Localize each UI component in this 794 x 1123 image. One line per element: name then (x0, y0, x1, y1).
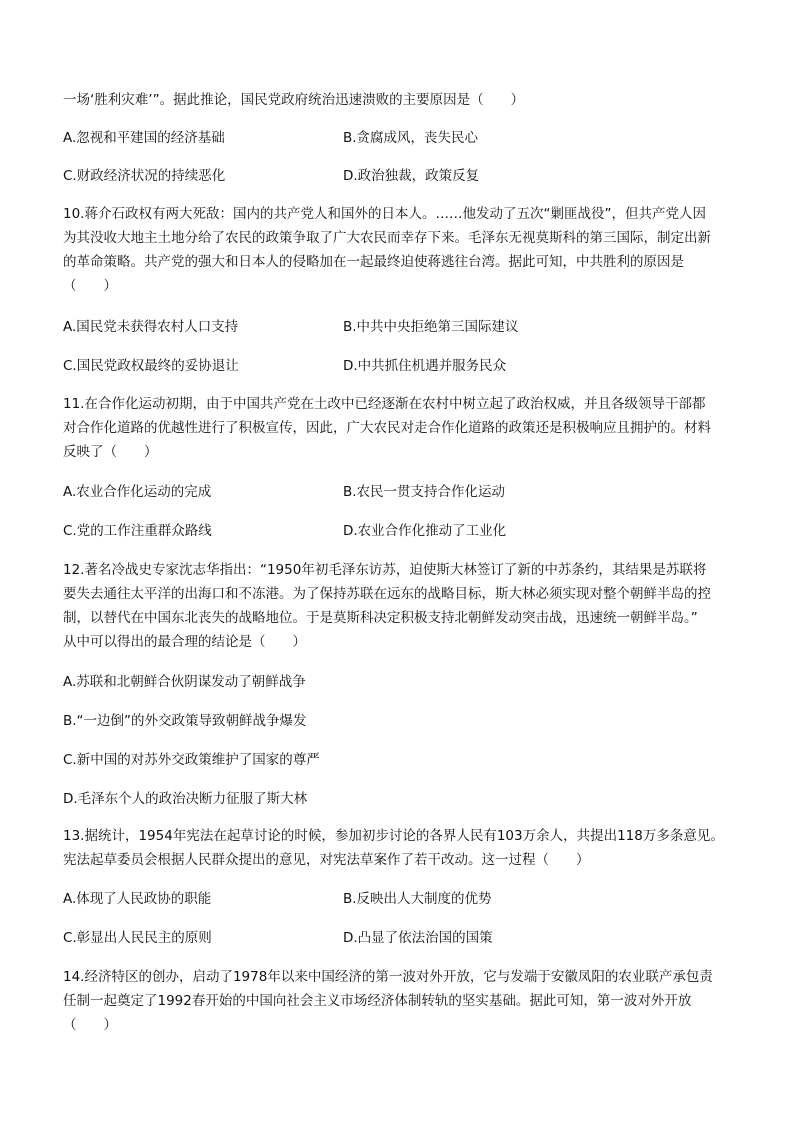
q14-stem-line: 任制一起奠定了1992春开始的中国向社会主义市场经济体制转轨的坚实基础。据此可知，第一波对外开放 (63, 993, 692, 1009)
q12-option-c: C.新中国的对苏外交政策维护了国家的尊严 (63, 752, 320, 768)
q13-option-d: D.凸显了依法治国的国策 (343, 930, 493, 946)
q10-option-c: C.国民党政权最终的妥协退让 (63, 358, 239, 374)
q12-option-a: A.苏联和北朝鲜合伙阴谋发动了朝鲜战争 (63, 674, 306, 690)
q13-stem-line: 13.据统计，1954年宪法在起草讨论的时候，参加初步讨论的各界人民有103万余人，共提出118万多条意见。 (63, 828, 724, 844)
q9-option-a: A.忽视和平建国的经济基础 (63, 130, 225, 146)
q10-stem-line: 10.蒋介石政权有两大死敌：国内的共产党人和国外的日本人。……他发动了五次“剿匪战役”，但共产党人因 (63, 206, 706, 222)
q12-stem-line: 12.著名冷战史专家沈志华指出：“1950年初毛泽东访苏，迫使斯大林签订了新的中苏条约，其结果是苏联将 (63, 562, 707, 578)
q13-option-a: A.体现了人民政协的职能 (63, 891, 212, 907)
q9-stem-line: 一场‘胜利灾难’”。据此推论，国民党政府统治迅速溃败的主要原因是（ ） (63, 92, 525, 108)
q12-stem-line: 从中可以得出的最合理的结论是（ ） (63, 634, 306, 650)
q12-option-d: D.毛泽东个人的政治决断力征服了斯大林 (63, 791, 308, 807)
q13-stem-line: 宪法起草委员会根据人民群众提出的意见，对宪法草案作了若干改动。这一过程（ ） (63, 852, 590, 868)
q11-option-b: B.农民一贯支持合作化运动 (343, 484, 506, 500)
q9-option-b: B.贪腐成风，丧失民心 (343, 130, 479, 146)
q9-option-d: D.政治独裁，政策反复 (343, 168, 480, 184)
q10-stem-line: 为其没收大地主土地分给了农民的政策争取了广大农民而幸存下来。毛泽东无视莫斯科的第三国际，制定出新 (63, 230, 711, 246)
q12-stem-line: 制，以替代在中国东北丧失的战略地位。于是莫斯科决定积极支持北朝鲜发动突击战，迅速统一朝鲜半岛。” (63, 610, 698, 626)
q10-stem-line: 的革命策略。共产党的强大和日本人的侵略加在一起最终迫使蒋逃往台湾。据此可知，中共胜利的原因是 (63, 254, 684, 270)
q10-option-d: D.中共抓住机遇并服务民众 (343, 358, 507, 374)
q9-option-c: C.财政经济状况的持续恶化 (63, 168, 226, 184)
q10-stem-line: （ ） (63, 278, 117, 294)
q11-option-d: D.农业合作化推动了工业化 (343, 523, 507, 539)
q13-option-c: C.彰显出人民民主的原则 (63, 930, 212, 946)
q11-stem-line: 11.在合作化运动初期，由于中国共产党在土改中已经逐渐在农村中树立起了政治权威，并且各级领导干部都 (63, 396, 706, 412)
q11-option-c: C.党的工作注重群众路线 (63, 523, 212, 539)
q10-option-a: A.国民党未获得农村人口支持 (63, 319, 239, 335)
q14-stem-line: 14.经济特区的创办，启动了1978年以来中国经济的第一波对外开放，它与发端于安徽凤阳的农业联产承包责 (63, 969, 713, 985)
q11-stem-line: 反映了（ ） (63, 444, 158, 460)
q13-option-b: B.反映出人大制度的优势 (343, 891, 492, 907)
q11-stem-line: 对合作化道路的优越性进行了积极宣传，因此，广大农民对走合作化道路的政策还是积极响应且拥护的。材料 (63, 420, 711, 436)
q12-stem-line: 要失去通往太平洋的出海口和不冻港。为了保持苏联在远东的战略目标，斯大林必须实现对整个朝鲜半岛的控 (63, 586, 711, 602)
q11-option-a: A.农业合作化运动的完成 (63, 484, 212, 500)
q14-stem-line: （ ） (63, 1017, 117, 1033)
q10-option-b: B.中共中央拒绝第三国际建议 (343, 319, 519, 335)
q12-option-b: B.“一边倒”的外交政策导致朝鲜战争爆发 (63, 713, 307, 729)
